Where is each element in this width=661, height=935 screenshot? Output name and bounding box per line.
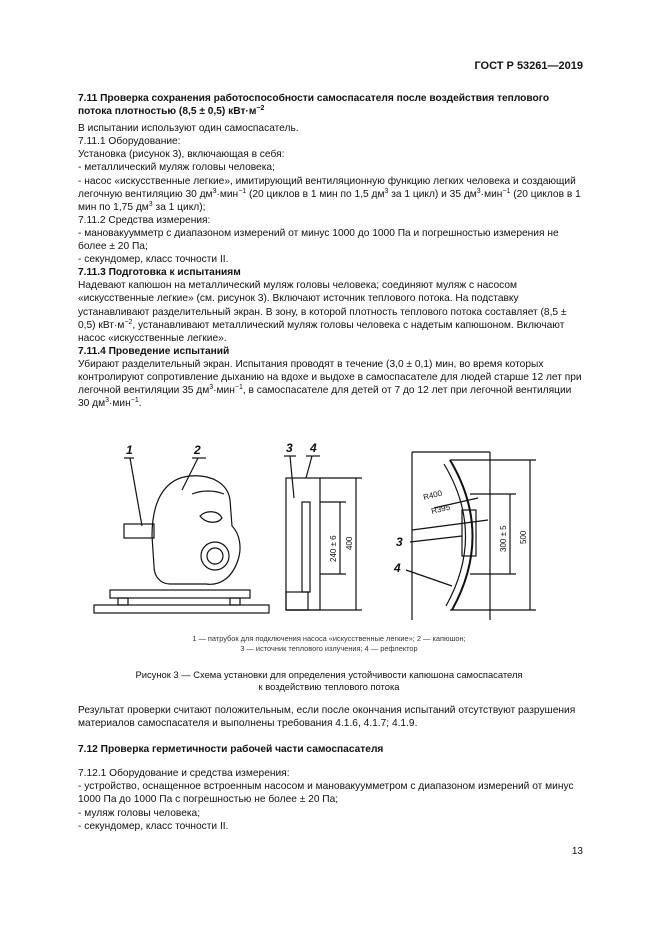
list-item: - мановакуумметр с диапазоном измерений от минус 1000 до 1000 Па и погрешностью измерения не более ± 20 Па;: [78, 227, 559, 253]
label-leader: [410, 536, 462, 542]
list-item: - секундомер, класс точности II.: [78, 820, 229, 832]
radius-395: R395: [430, 502, 452, 516]
dim-300: 300 ± 5: [499, 525, 508, 552]
section-7-12-title: 7.12 Проверка герметичности рабочей части самоспасателя: [78, 744, 384, 756]
pump-connector: [124, 524, 154, 538]
figure-legend: [74, 634, 584, 654]
list-item: - муляж головы человека;: [78, 807, 201, 819]
list-item: - устройство, оснащенное встроенным насосом и мановакуумметром с диапазоном измерений от минус 1000 Па до 1000 Па с погрешностью не более ± 20 Па;: [78, 781, 574, 806]
valve-outer: [201, 542, 229, 570]
base-foot: [230, 598, 240, 605]
page-number: 13: [571, 846, 583, 857]
figure-caption: [74, 669, 584, 693]
figure-label-3: 3: [286, 441, 293, 455]
hood-fold: [192, 491, 224, 494]
figure-label-3-top: 3: [396, 535, 403, 549]
figure-label-4-top: 4: [394, 561, 401, 575]
legend-line: 3 — источник теплового излучения; 4 — рефлектор: [240, 644, 418, 653]
paragraph: Установка (рисунок 3), включающая в себя:: [78, 149, 285, 161]
caption-line: Рисунок 3 — Схема установки для определения устойчивости капюшона самоспасателя: [135, 669, 523, 680]
section-7-12-block: [74, 704, 584, 833]
radius-400: R400: [422, 488, 444, 502]
list-item: - секундомер, класс точности II.: [78, 254, 229, 266]
caption-line: к воздействию теплового потока: [258, 681, 400, 692]
dim-500: 500: [519, 530, 528, 544]
base-plate: [94, 605, 269, 613]
subsection-7-11-3-title: 7.11.3 Подготовка к испытаниям: [78, 267, 241, 279]
label-leader: [182, 458, 198, 490]
label-leader: [306, 456, 312, 478]
list-item: - металлический муляж головы человека;: [78, 162, 275, 174]
label-leader: [290, 456, 294, 498]
paragraph: Убирают разделительный экран. Испытания проводят в течение (3,0 ± 0,1) мин, во время которых контролируют сопротивление дыханию на вдохе и выдохе в самоспасателе для людей старше 12 лет при легочной вентиляции 35 $дм^3\cdot мин^{-1}$, в самоспасателе для детей от 7 до 12 лет при легочной вентиляции 30 $дм^3\cdot мин^{-1}$.: [78, 358, 582, 410]
list-item: - насос «искусственные легкие», имитирующий вентиляционную функцию легких человека и создающий легочную вентиляцию 30 $дм^3\cdot мин^{-1}$ (20 циклов в 1 мин по 1,5 $дм^3$ за 1 цикл) и 35 $дм^3\cdot мин^{-1}$ (20 циклов в 1 мин по 1,75 $дм^3$ за 1 цикл);: [78, 175, 581, 213]
paragraph: Надевают капюшон на металлический муляж головы человека; соединяют муляж с насосом «искусственные легкие» (см. рисунок 3). Включают источник теплового потока. На подставку устанавливают разделительный экран. В зону, в которой плотность теплового потока составляет (8,5 ± 0,5) $кВт\cdot м^{-2}$, устанавливают металлический муляж головы человека с надетым капюшоном. Включают насос «искусственные легкие».: [78, 280, 567, 344]
standard-header: ГОСТ Р 53261—2019: [474, 60, 583, 72]
dim-240: 240 ± 6: [329, 535, 338, 562]
radius-line: [412, 520, 488, 530]
subsection-7-12-1: 7.12.1 Оборудование и средства измерения:: [78, 768, 290, 780]
base-foot: [118, 598, 128, 605]
figure-3-diagram: [90, 438, 580, 628]
figure-label-2: 2: [194, 443, 201, 457]
subsection-7-11-1: 7.11.1 Оборудование:: [78, 136, 181, 148]
stand-plate: [110, 590, 250, 598]
stand-base: [286, 592, 308, 610]
subsection-7-11-2: 7.11.2 Средства измерения:: [78, 214, 211, 226]
section-7-11: [74, 92, 584, 410]
subsection-7-11-4-title: 7.11.4 Проведение испытаний: [78, 345, 230, 357]
section-7-11-title: 7.11 Проверка сохранения работоспособности самоспасателя после воздействия теплового потока плотностью (8,5 ± 0,5) $кВт\cdot м^{-2}$: [78, 93, 550, 118]
dim-400: 400: [345, 536, 354, 550]
figure-label-4: 4: [310, 441, 317, 455]
valve-inner: [207, 548, 223, 564]
label-leader: [406, 570, 452, 586]
label-leader: [130, 458, 142, 526]
paragraph: В испытании используют один самоспасатель.: [78, 123, 299, 135]
figure-label-1: 1: [126, 443, 133, 457]
legend-line: 1 — патрубок для подключения насоса «искусственные легкие»; 2 — капюшон;: [192, 634, 466, 643]
eye-window: [200, 512, 222, 523]
heat-source: [302, 502, 310, 592]
result-paragraph: Результат проверки считают положительным, если после окончания испытаний отсутствуют разрушения материалов самоспасателя и выполнены требования 4.1.6, 4.1.7; 4.1.9.: [78, 705, 576, 730]
heat-source-stand: [286, 478, 320, 610]
